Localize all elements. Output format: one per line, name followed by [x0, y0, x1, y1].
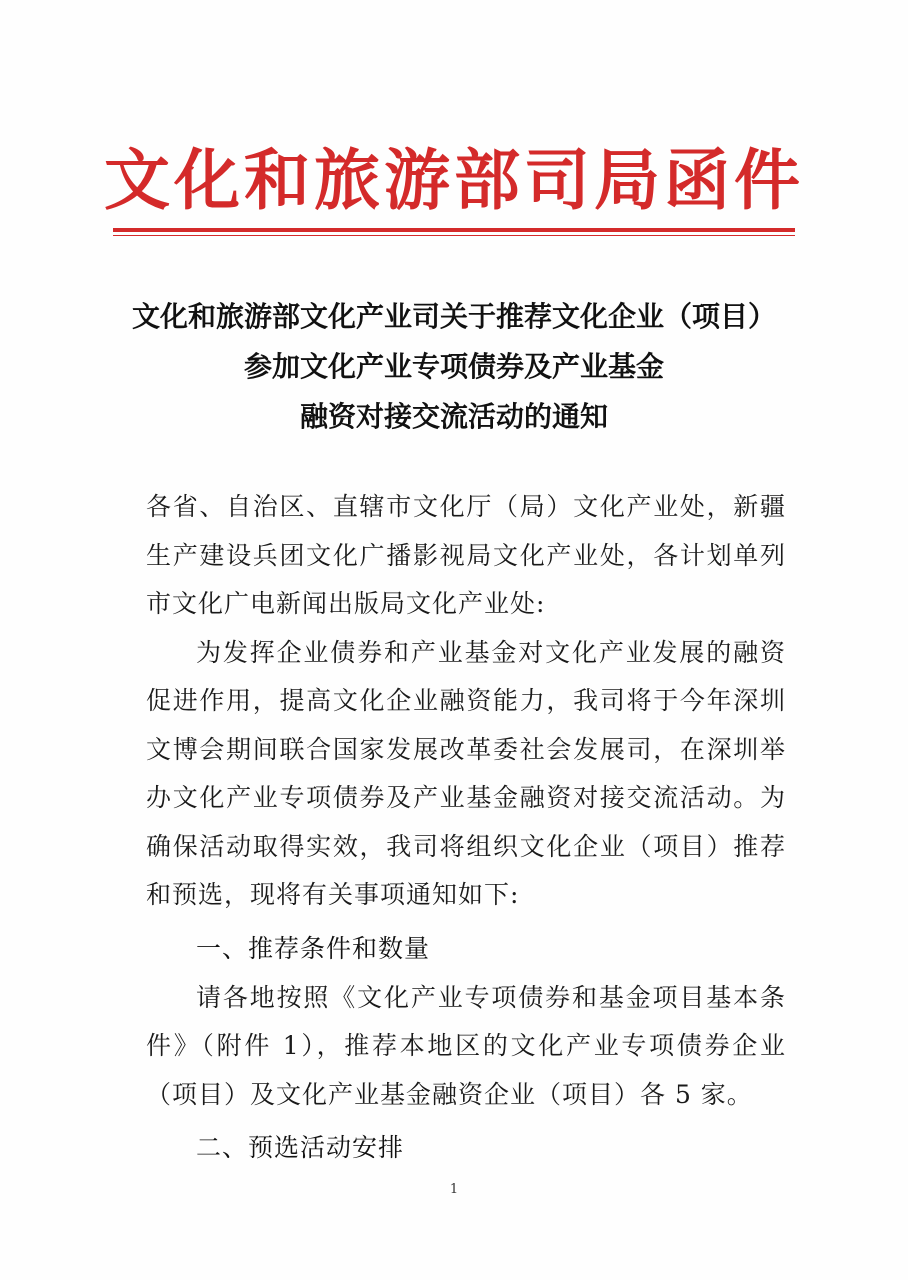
recipients-paragraph: 各省、自治区、直辖市文化厅（局）文化产业处，新疆生产建设兵团文化广播影视局文化产业处，各计划单列市文化广电新闻出版局文化产业处:: [146, 492, 786, 618]
section-2-heading: 二、预选活动安排: [196, 1133, 405, 1162]
title-line-3: 融资对接交流活动的通知: [299, 400, 608, 433]
title-line-1: 文化和旅游部文化产业司关于推荐文化企业（项目）: [131, 300, 776, 333]
letterhead-red-rule-thin: [113, 235, 795, 236]
letterhead-red-rule-thick: [113, 228, 795, 232]
section-1-heading: 一、推荐条件和数量: [196, 933, 431, 963]
page-number: 1: [449, 1182, 459, 1197]
section-1-paragraph: 请各地按照《文化产业专项债券和基金项目基本条件》（附件 1），推荐本地区的文化产业专项债券企业（项目）及文化产业基金融资企业（项目）各 5 家。: [146, 982, 786, 1109]
letterhead-title: 文化和旅游部司局函件: [104, 141, 804, 219]
intro-paragraph: 为发挥企业债券和产业基金对文化产业发展的融资促进作用，提高文化企业融资能力，我司将于今年深圳文博会期间联合国家发展改革委社会发展司，在深圳举办文化产业专项债券及产业基金融资对接交流活动。为确保活动取得实效，我司将组织文化企业（项目）推荐和预选，现将有关事项通知如下:: [146, 637, 786, 909]
document-title: [0, 292, 908, 442]
title-line-2: 参加文化产业专项债券及产业基金: [243, 350, 664, 383]
document-body: [146, 483, 786, 1173]
